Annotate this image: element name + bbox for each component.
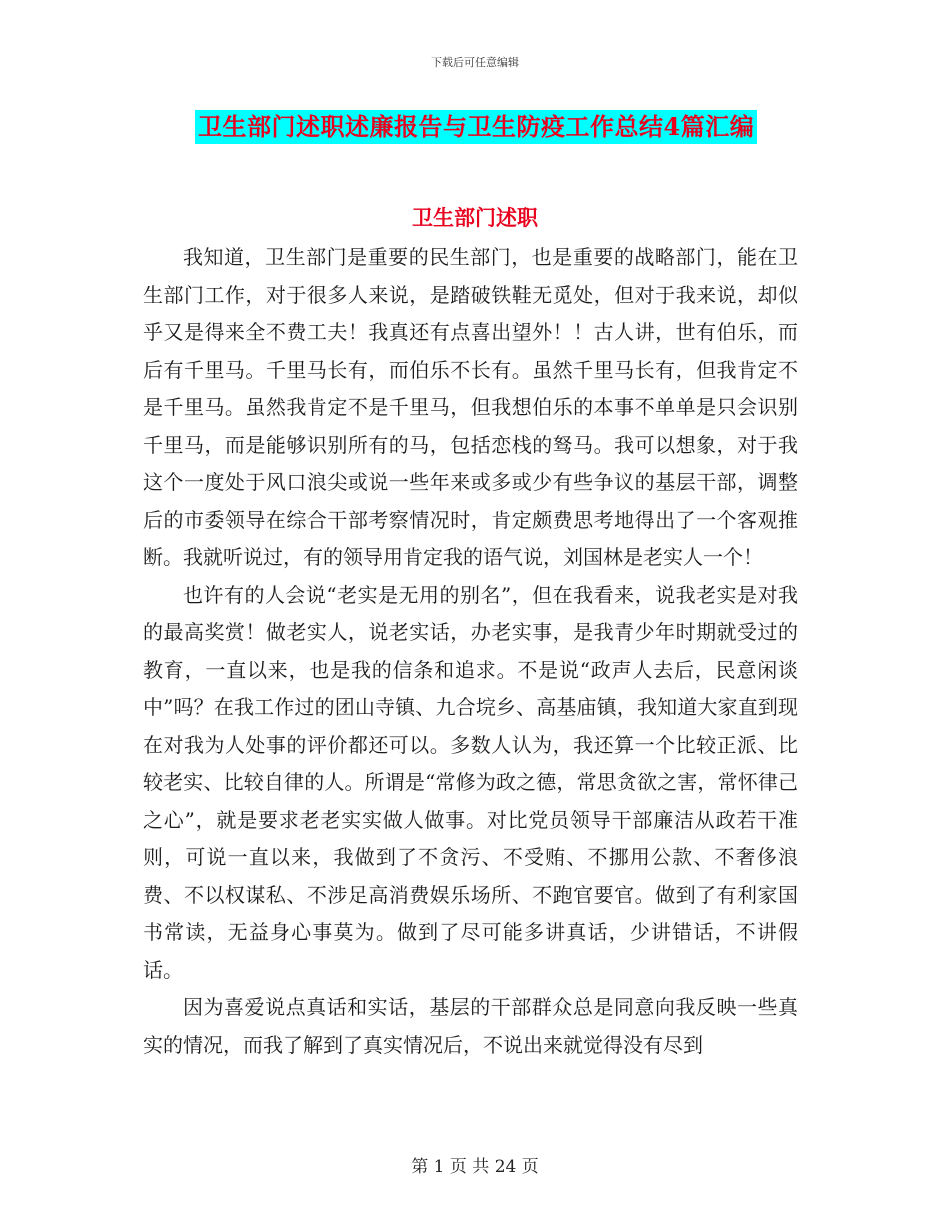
paragraph-3: 因为喜爱说点真话和实话，基层的干部群众总是同意向我反映一些真实的情况，而我了解到了真实情况后，不说出来就觉得没有尽到 (143, 995, 798, 1057)
document-title: 卫生部门述职述廉报告与卫生防疫工作总结4篇汇编 (195, 110, 757, 144)
paragraph-1: 我知道，卫生部门是重要的民生部门，也是重要的战略部门，能在卫生部门工作，对于很多人来说，是踏破铁鞋无觅处，但对于我来说，却似乎又是得来全不费工夫！我真还有点喜出望外！！古人讲，世有伯乐，而后有千里马。千里马长有，而伯乐不长有。虽然千里马长有，但我肯定不是千里马。虽然我肯定不是千里马，但我想伯乐的本事不单单是只会识别千里马，而是能够识别所有的马，包括恋栈的驽马。我可以想象，对于我这个一度处于风口浪尖或说一些年来或多或少有些争议的基层干部，调整后的市委领导在综合干部考察情况时，肯定颇费思考地得出了一个客观推断。我就听说过，有的领导用肯定我的语气说，刘国林是老实人一个！ (143, 245, 798, 569)
body-text (143, 239, 798, 1064)
paragraph-2: 也许有的人会说“老实是无用的别名”，但在我看来，说我老实是对我的最高奖赏！做老实人，说老实话，办老实事，是我青少年时期就受过的教育，一直以来，也是我的信条和追求。不是说“政声人去后，民意闲谈中”吗？在我工作过的团山寺镇、九合垸乡、高基庙镇，我知道大家直到现在对我为人处事的评价都还可以。多数人认为，我还算一个比较正派、比较老实、比较自律的人。所谓是“常修为政之德，常思贪欲之害，常怀律己之心”，就是要求老老实实做人做事。对比党员领导干部廉洁从政若干准则，可说一直以来，我做到了不贪污、不受贿、不挪用公款、不奢侈浪费、不以权谋私、不涉足高消费娱乐场所、不跑官要官。做到了有利家国书常读，无益身心事莫为。做到了尽可能多讲真话，少讲错话，不讲假话。 (143, 582, 798, 982)
page-footer: 第 1 页 共 24 页 (411, 1157, 539, 1177)
section-title: 卫生部门述职 (412, 205, 538, 230)
header-note: 下载后可任意编辑 (431, 56, 519, 69)
